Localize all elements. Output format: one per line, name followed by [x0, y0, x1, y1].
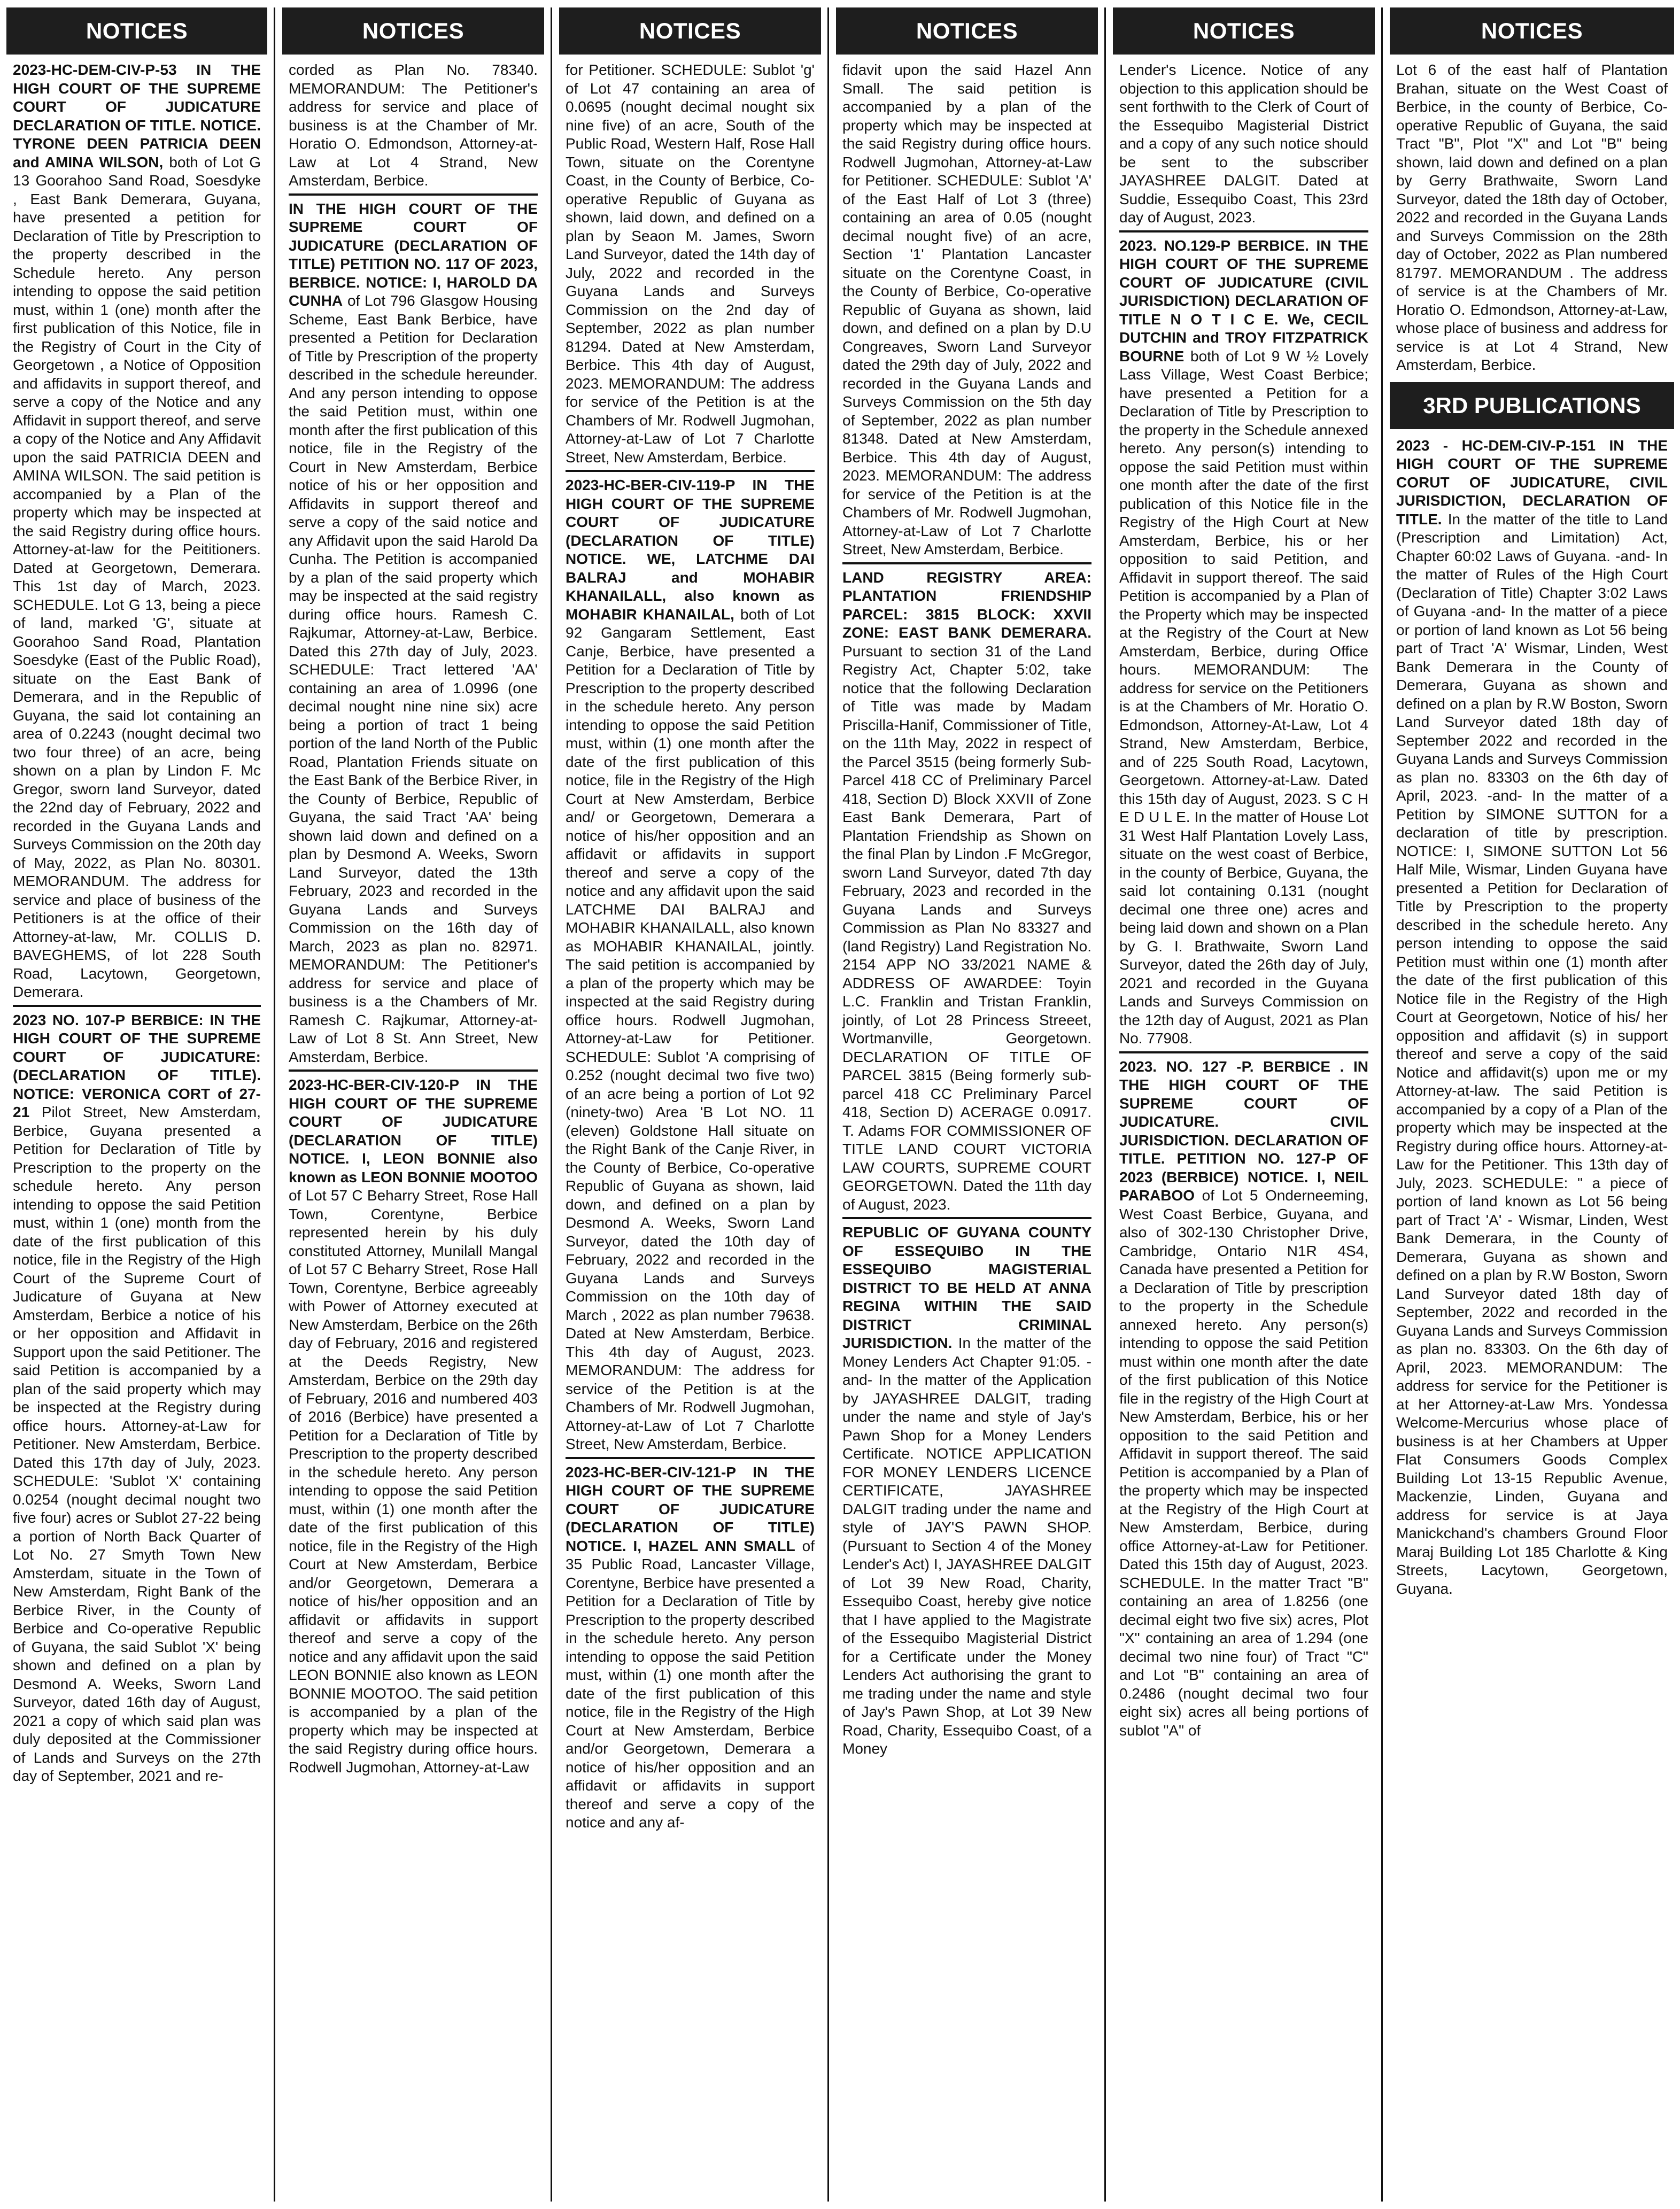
notice-text: In the matter of the title to Land (Prescription and Limitation) Act, Chapter 60:02 Laws of Guyana. -and- In the matter of Rules of the High Court (Declaration of Title) Chapter 3:02 Laws of Guyana -and- In the matter of a piece or portion of land known as Lot 56 being part of Tract 'A' Wismar, Linden, West Bank Demerara in the County of Demerara, Guyana as shown and defined on a plan by R.W Boston, Sworn Land Surveyor dated 18th day of September 2022 and recorded in the Guyana Lands and Surveys Commission as plan no. 83303 on the 6th day of April, 2023. -and- In the matter of a Petition by SIMONE SUTTON for a declaration of title by prescription. NOTICE: I, SIMONE SUTTON Lot 56 Half Mile, Wismar, Linden Guyana have presented a Petition for Declaration of Title by Prescription to the property described in the schedule hereto. Any person intending to oppose the said Petition must within one (1) month after the date of the first publication of this Notice file in the Registry of the High Court at Georgetown, Notice of his/ her opposition and affidavit (s) in support thereof and serve a copy of the said Notice and affidavit(s) upon me or my Attorney-at-law. The said Petition is accompanied by a copy of a Plan of the property which may be inspected at the Registry during office hours. Attorney-at-Law for the Petitioner. This 13th day of July, 2023. SCHEDULE: " a piece of portion of land known as Lot 56 being part of Tract 'A' - Wismar, Linden, West Bank Demerara, in the County of Demerara, Guyana as shown and defined on a plan by R.W Boston, Sworn Land Surveyor dated 18th day of September, 2022 and recorded in the Guyana Lands and Surveys Commission as plan no. 83303. On the 6th day of April, 2023. MEMORANDUM: The address for service for the Petitioner is at her Attorney-at-Law Mrs. Yondessa Welcome-Mercurius whose place of business is at her Chambers at Upper Flat Consumers Goods Complex Building Lot 13-15 Republic Avenue, Mackenzie, Linden, Guyana and address for service is at Jaya Manickchand's chambers Ground Floor Maraj Building Lot 185 Charlotte & King Streets, Lacytown, Georgetown, Guyana. [1396, 510, 1668, 1597]
notice [566, 55, 815, 472]
column-header: NOTICES [1390, 7, 1674, 55]
notice-heading: 2023. NO.129-P BERBICE. IN THE HIGH COURT OF THE SUPREME COURT OF JUDICATURE (CIVIL JURISDICTION) DECLARATION OF TITLE N O T I C E. We, CECIL DUTCHIN and TROY FITZPATRICK BOURNE [1119, 237, 1368, 365]
notice-text: of Lot 796 Glasgow Housing Scheme, East Bank Berbice, have presented a Petition for Declaration of Title by Prescription of the property described in the schedule hereunder. And any person intending to oppose the said Petition must, within one month after the first publication of this notice, file in the Registry of the Court in New Amsterdam, Berbice notice of his or her opposition and Affidavits in support thereof and serve a copy of the said notice and any Affidavit upon the said Harold Da Cunha. The Petition is accompanied by a plan of the said property which may be inspected at the said registry during office hours. Ramesh C. Rajkumar, Attorney-at-Law, Berbice. Dated this 27th day of July, 2023. SCHEDULE: Tract lettered 'AA' containing an area of 1.0996 (one decimal nought nine nine six) acre being a portion of tract 1 being portion of the land North of the Public Road, Plantation Friends situate on the East Bank of the Berbice River, in the County of Berbice, Republic of Guyana, the said Tract 'AA' being shown laid down and defined on a plan by Desmond A. Weeks, Sworn Land Surveyor, dated the 13th February, 2023 and recorded in the Guyana Lands and Surveys Commission on the 16th day of March, 2023 as plan no. 82971. MEMORANDUM: The Petitioner's address for service and place of business is a the Chambers of Mr. Ramesh C. Rajkumar, Attorney-at-Law of Lot 8 St. Ann Street, New Amsterdam, Berbice. [289, 292, 538, 1065]
column-header: NOTICES [1113, 7, 1375, 55]
column-body [1113, 55, 1375, 1743]
notice [842, 1219, 1091, 1762]
column-body [1390, 432, 1674, 1602]
column-5 [1113, 7, 1375, 2202]
column-divider [1104, 7, 1106, 2202]
notice-heading: 2023-HC-BER-CIV-120-P IN THE HIGH COURT OF THE SUPREME COURT OF JUDICATURE (DECLARATION OF TITLE) NOTICE. I, LEON BONNIE also known as LEON BONNIE MOOTOO [289, 1076, 538, 1185]
column-header: NOTICES [836, 7, 1098, 55]
notice-heading: 2023 NO. 107-P BERBICE: IN THE HIGH COURT OF THE SUPREME COURT OF JUDICATURE: (DECLARATION OF TITLE). NOTICE: VERONICA CORT of 27-21 [13, 1011, 261, 1120]
notice [13, 55, 261, 1007]
column-2 [282, 7, 544, 2202]
notice-heading: 2023-HC-DEM-CIV-P-53 IN THE HIGH COURT OF THE SUPREME COURT OF JUDICATURE DECLARATION OF TITLE. NOTICE. TYRONE DEEN PATRICIA DEEN and AMINA WILSON, [13, 61, 261, 170]
notice-heading: 2023-HC-BER-CIV-119-P IN THE HIGH COURT OF THE SUPREME COURT OF JUDICATURE (DECLARATION OF TITLE) NOTICE. WE, LATCHME DAI BALRAJ and MOHABIR KHANAILALL, also known as MOHABIR KHANAILAL, [566, 477, 815, 623]
column-divider [827, 7, 829, 2202]
notice-text: for Petitioner. SCHEDULE: Sublot 'g' of Lot 47 containing an area of 0.0695 (nought decimal nought six nine five) of an acre, South of the Public Road, Western Half, Rose Hall Town, situate on the Corentyne Coast, in the County of Berbice, Co-operative Republic of Guyana as shown, laid down, and defined on a plan by Seaon M. James, Sworn Land Surveyor, dated the 14th day of July, 2022 and recorded in the Guyana Lands and Surveys Commission on the 2nd day of September, 2022 as plan number 81294. Dated at New Amsterdam, Berbice. This 4th day of August, 2023. MEMORANDUM: The address for service of the Petition is at the Chambers of Mr. Rodwell Jugmohan, Attorney-at-Law of Lot 7 Charlotte Street, New Amsterdam, Berbice. [566, 61, 815, 466]
notice-heading: IN THE HIGH COURT OF THE SUPREME COURT OF JUDICATURE (DECLARATION OF TITLE) PETITION NO. 117 OF 2023, BERBICE. NOTICE: I, HAROLD DA CUNHA [289, 200, 538, 309]
notice-heading: 2023. NO. 127 -P. BERBICE . IN THE HIGH COURT OF THE SUPREME COURT OF JUDICATURE. CIVIL JURISDICTION. DECLARATION OF TITLE. PETITION NO. 127-P OF 2023 (BERBICE) NOTICE. I, NEIL PARABOO [1119, 1058, 1368, 1204]
column-body [282, 55, 544, 1780]
notice-text: corded as Plan No. 78340. MEMORANDUM: The Petitioner's address for service and place of business is at the Chamber of Mr. Horatio O. Edmondson, Attorney-at-Law at Lot 4 Strand, New Amsterdam, Berbice. [289, 61, 538, 189]
column-3 [559, 7, 821, 2202]
notice [13, 1007, 261, 1789]
section-banner: 3RD PUBLICATIONS [1390, 382, 1674, 429]
column-1 [6, 7, 267, 2202]
notice-text: In the matter of the Money Lenders Act Chapter 91:05. -and- In the matter of the Application by JAYASHREE DALGIT, trading under the name and style of Jay's Pawn Shop for a Money Lenders Certificate. NOTICE APPLICATION FOR MONEY LENDERS LICENCE CERTIFICATE, JAYASHREE DALGIT trading under the name and style of JAY'S PAWN SHOP. (Pursuant to Section 4 of the Money Lender's Act) I, JAYASHREE DALGIT of Lot 39 New Road, Charity, Essequibo Coast, hereby give notice that I have applied to the Magistrate of the Essequibo Magisterial District for a Certificate under the Money Lenders Act authorising the grant to me trading under the name and style of Jay's Pawn Shop, at Lot 39 New Road, Charity, Essequibo Coast, of a Money [842, 1335, 1092, 1757]
notice [566, 1459, 815, 1835]
notice-text: of Lot 57 C Beharry Street, Rose Hall Town, Corentyne, Berbice represented herein by his duly constituted Attorney, Munilall Mangal of Lot 57 C Beharry Street, Rose Hall Town, Corentyne, Berbice agreeably with Power of Attorney executed at New Amsterdam, Berbice on the 26th day of February, 2016 and registered at the Deeds Registry, New Amsterdam, Berbice on the 29th day of February, 2016 and numbered 403 of 2016 (Berbice) have presented a Petition for a Declaration of Title by Prescription to the property described in the schedule hereto. Any person intending to oppose the said Petition must, within (1) one month after the date of the first publication of this notice, file in the Registry of the High Court at New Amsterdam, Berbice and/or Georgetown, Demerara a notice of his/her opposition and an affidavit or affidavits in support thereof and serve a copy of the notice and any affidavit upon the said LEON BONNIE also known as LEON BONNIE MOOTOO. The said petition is accompanied by a plan of the property which may be inspected at the said Registry during office hours. Rodwell Jugmohan, Attorney-at-Law [289, 1187, 538, 1776]
column-4 [836, 7, 1098, 2202]
column-divider [551, 7, 552, 2202]
notice-text: both of Lot G 13 Goorahoo Sand Road, Soesdyke , East Bank Demerara, Guyana, have presented a petition for Declaration of Title by Prescription to the property described in the Schedule hereto. Any person intending to oppose the said petition must, within 1 (one) month after the first publication of this Notice, file in the Registry of Court in the City of Georgetown , a Notice of Opposition and affidavits in support thereof, and serve a copy of the Notice and any Affidavit in support thereof, and serve a copy of the Notice and Any Affidavit upon the said PATRICIA DEEN and AMINA WILSON. The said petition is accompanied by a Plan of the property which may be inspected at the said Registry during office hours. Attorney-at-law for the Peititioners. Dated at Georgetown, Demerara. This 1st day of March, 2023. SCHEDULE. Lot G 13, being a piece of land, marked 'G', situate at Goorahoo Sand Road, Plantation Soesdyke (East of the Public Road), situate on the East Bank of Demerara, and in the Republic of Guyana, the said lot containing an area of 0.2243 (nought decimal two two four three) of an acre, being shown on a plan by Lindon F. Mc Gregor, sworn land Surveyor, dated the 22nd day of February, 2022 and recorded in the Guyana Lands and Surveys Commission on the 20th day of May, 2022, as Plan No. 80301. MEMORANDUM. The address for service and place of business of the Petitioners is at the office of their Attorney-at-law, Mr. COLLIS D. BAVEGHEMS, of lot 228 South Road, Lacytown, Georgetown, Demerara. [13, 153, 261, 1000]
notice [289, 1072, 538, 1780]
notice [1119, 55, 1368, 232]
column-6 [1390, 7, 1674, 2202]
notice-text: both of Lot 9 W ½ Lovely Lass Village, West Coast Berbice; have presented a Petition for a Declaration of Title by Prescription to the property in the Schedule annexed hereto. Any person(s) intending to oppose the said Petition must within one month after the date of the first publication of this Notice file in the Registry of the High Court at New Amsterdam, Berbice, his or her opposition to said Petition, and Affidavit in support thereof. The said Petition is accompanied by a Plan of the Property which may be inspected at the Registry of the Court at New Amsterdam, Berbice, during Office hours. MEMORANDUM: The address for service on the Petitioners is at the Chambers of Mr. Horatio O. Edmondson, Attorney-At-Law, Lot 4 Strand, New Amsterdam, Berbice, and of 225 South Road, Lacytown, Georgetown. Attorney-at-Law. Dated this 15th day of August, 2023. S C H E D U L E. In the matter of House Lot 31 West Half Plantation Lovely Lass, situate on the west coast of Berbice, in the county of Berbice, Guyana, the said lot containing 0.131 (nought decimal one three one) acres and being laid down and shown on a Plan by G. I. Brathwaite, Sworn Land Surveyor, dated the 26th day of July, 2021 and recorded in the Guyana Lands and Surveys Commission on the 12th day of August, 2021 as Plan No. 77908. [1119, 347, 1368, 1047]
notice-text: fidavit upon the said Hazel Ann Small. The said petition is accompanied by a plan of the property which may be inspected at the said Registry during office hours. Rodwell Jugmohan, Attorney-at-Law for Petitioner. SCHEDULE: Sublot 'A' of the East Half of Lot 3 (three) containing an area of 0.05 (nought decimal nought five) of an acre, Section '1' Plantation Lancaster situate on the Corentyne Coast, in the County of Berbice, Co-operative Republic of Guyana as shown, laid down, and defined on a plan by D.U Congreaves, Sworn Land Surveyor dated the 29th day of July, 2022 and recorded in the Guyana Lands and Surveys Commission on the 5th day of September, 2022 as plan number 81348. Dated at New Amsterdam, Berbice. This 4th day of August, 2023. MEMORANDUM: The address for service of the Petition is at the Chambers of Mr. Rodwell Jugmohan, Attorney-at-Law of Lot 7 Charlotte Street, New Amsterdam, Berbice. [842, 61, 1091, 557]
column-header: NOTICES [6, 7, 267, 55]
notice [1396, 432, 1668, 1602]
notice-text: of 35 Public Road, Lancaster Village, Corentyne, Berbice have presented a Petition for a Declaration of Title by Prescription to the property described in the schedule hereto. Any person intending to oppose the said Petition must, within (1) one month after the date of the first publication of this notice, file in the Registry of the High Court at New Amsterdam, Berbice and/or Georgetown, Demerara a notice of his/her opposition and an affidavit or affidavits in support thereof and serve a copy of the notice and any af- [566, 1537, 815, 1831]
column-body [6, 55, 267, 1789]
column-body [836, 55, 1098, 1762]
notice [1119, 232, 1368, 1053]
notice-heading: REPUBLIC OF GUYANA COUNTY OF ESSEQUIBO IN THE ESSEQUIBO MAGISTERIAL DISTRICT TO BE HELD AT ANNA REGINA WITHIN THE SAID DISTRICT CRIMINAL JURISDICTION. [842, 1224, 1091, 1351]
notice-heading: 2023-HC-BER-CIV-121-P IN THE HIGH COURT OF THE SUPREME COURT OF JUDICATURE (DECLARATION OF TITLE) NOTICE. I, HAZEL ANN SMALL [566, 1463, 815, 1554]
notice-heading: LAND REGISTRY AREA: PLANTATION FRIENDSHIP PARCEL: 3815 BLOCK: XXVII ZONE: EAST BANK DEMERARA. [842, 569, 1091, 641]
column-header: NOTICES [282, 7, 544, 55]
notice [289, 196, 538, 1072]
column-body [1390, 55, 1674, 378]
column-body [559, 55, 821, 1835]
notice [1119, 1053, 1368, 1743]
notice-heading: 2023 - HC-DEM-CIV-P-151 IN THE HIGH COURT OF THE SUPREME CORUT OF JUDICATURE, CIVIL JURISDICTION, DECLARATION OF TITLE. [1396, 437, 1668, 528]
notice [842, 564, 1091, 1220]
notice [842, 55, 1091, 564]
notice-text: Pursuant to section 31 of the Land Registry Act, Chapter 5:02, take notice that the following Declaration of Title was made by Madam Priscilla-Hanif, Commissioner of Title, on the 11th May, 2022 in respect of the Parcel 3515 (being formerly Sub-Parcel 418 CC of Preliminary Parcel 418, Section D) Block XXVII of Zone East Bank Demerara, Part of Plantation Friendship as Shown on the final Plan by Lindon .F McGregor, sworn Land Surveyor, dated 7th day February, 2023 and recorded in the Guyana Lands and Surveys Commission as Plan No 83327 and (land Registry) Land Registration No. 2154 APP NO 33/2021 NAME & ADDRESS OF AWARDEE: Toyin L.C. Franklin and Tristan Franklin, jointly, of Lot 28 Princess Streeet, Wortmanville, Georgetown. DECLARATION OF TITLE OF PARCEL 3815 (Being formerly sub-parcel 418 CC Preliminary Parcel 418, Section D) ACERAGE 0.0917. T. Adams FOR COMMISSIONER OF TITLE LAND COURT VICTORIA LAW COURTS, SUPREME COURT GEORGETOWN. Dated the 11th day of August, 2023. [842, 642, 1091, 1213]
notice-text: of Lot 5 Onderneeming, West Coast Berbice, Guyana, and also of 302-130 Christopher Drive, Cambridge, Ontario N1R 4S4, Canada have presented a Petition for a Declaration of Title by prescription to the property in the Schedule annexed hereto. Any person(s) intending to oppose the said Petition must within one month after the date of the first publication of this Notice file in the registry of the High Court at New Amsterdam, Berbice, his or her opposition to the said Petition and Affidavit in support thereof. The said Petition is accompanied by a Plan of the property which may be inspected at the Registry of the High Court at New Amsterdam, Berbice, during office Attorney-at-Law for Petitioner. Dated this 15th day of August, 2023. SCHEDULE. In the matter Tract "B" containing an area of 1.8256 (one decimal eight two five six) acres, Plot "X" containing an area of 1.294 (one decimal two nine four) of Tract "C" and Lot "B" containing an area of 0.2486 (nought decimal two four eight six) acres all being portions of sublot "A" of [1119, 1187, 1368, 1739]
notice-text: Pilot Street, New Amsterdam, Berbice, Guyana presented a Petition for Declaration of Title by Prescription to the property on the schedule hereto. Any person intending to oppose the said Petition must, within 1 (one) month from the date of the first publication of this notice, file in the Registry of the High Court of the Supreme Court of Judicature of Guyana at New Amsterdam, Berbice a notice of his or her opposition and Affidavit in Support upon the said Petitioner. The said Petition is accompanied by a plan of the said property which may be inspected at the Registry during office hours. Attorney-at-Law for Petitioner. New Amsterdam, Berbice. Dated this 17th day of July, 2023. SCHEDULE: 'Sublot 'X' containing 0.0254 (nought decimal nought two five four) acres or Sublot 27-22 being a portion of North Back Quarter of Lot No. 27 Smyth Town New Amsterdam, situate in the Town of New Amsterdam, Right Bank of the Berbice River, in the County of Berbice and Co-operative Republic of Guyana, the said Sublot 'X' being shown and defined on a plan by Desmond A. Weeks, Sworn Land Surveyor, dated 16th day of August, 2021 a copy of which said plan was duly deposited at the Commissioner of Lands and Surveys on the 27th day of September, 2021 and re- [13, 1104, 261, 1784]
notice-text: Lot 6 of the east half of Plantation Brahan, situate on the West Coast of Berbice, in the county of Berbice, Co-operative Republic of Guyana, the said Tract "B", Plot "X" and Lot "B" being shown, laid down and defined on a plan by Gerry Brathwaite, Sworn Land Surveyor, dated the 18th day of October, 2022 and recorded in the Guyana Lands and Surveys Commission on the 28th day of October, 2022 as Plan numbered 81797. MEMORANDUM . The address of service is at the Chambers of Mr. Horatio O. Edmondson, Attorney-at-Law, whose place of business and address for service is at Lot 4 Strand, New Amsterdam, Berbice. [1396, 61, 1668, 373]
notice [1396, 55, 1668, 378]
notice [289, 55, 538, 196]
notice [566, 472, 815, 1459]
notice-text: both of Lot 92 Gangaram Settlement, East Canje, Berbice, have presented a Petition for a Declaration of Title by Prescription to the property described in the schedule hereto. Any person intending to oppose the said Petition must, within (1) one month after the date of the first publication of this notice, file in the Registry of the High Court at New Amsterdam, Berbice and/ or Georgetown, Demerara a notice of his/her opposition and an affidavit or affidavits in support thereof and serve a copy of the notice and any affidavit upon the said LATCHME DAI BALRAJ and MOHABIR KHANAILALL, also known as MOHABIR KHANAILAL, jointly. The said petition is accompanied by a plan of the property which may be inspected at the said Registry during office hours. Rodwell Jugmohan, Attorney-at-Law for Petitioner. SCHEDULE: Sublot 'A comprising of 0.252 (nought decimal two five two) of an acre being a portion of Lot 92 (ninety-two) Area 'B Lot NO. 11 (eleven) Goldstone Hall situate on the Right Bank of the Canje River, in the County of Berbice, Co-operative Republic of Guyana as shown, laid down, and defined on a plan by Desmond A. Weeks, Sworn Land Surveyor, dated the 10th day of February, 2022 and recorded in the Guyana Lands and Surveys Commission on the 10th day of March , 2022 as plan number 79638. Dated at New Amsterdam, Berbice. This 4th day of August, 2023. MEMORANDUM: The address for service of the Petition is at the Chambers of Mr. Rodwell Jugmohan, Attorney-at-Law of Lot 7 Charlotte Street, New Amsterdam, Berbice. [566, 606, 815, 1452]
column-header: NOTICES [559, 7, 821, 55]
notice-text: Lender's Licence. Notice of any objection to this application should be sent forthwith to the Clerk of Court of the Essequibo Magisterial District and a copy of any such notice should be sent to the subscriber JAYASHREE DALGIT. Dated at Suddie, Essequibo Coast, This 23rd day of August, 2023. [1119, 61, 1368, 226]
column-divider [1381, 7, 1383, 2202]
column-divider [274, 7, 275, 2202]
